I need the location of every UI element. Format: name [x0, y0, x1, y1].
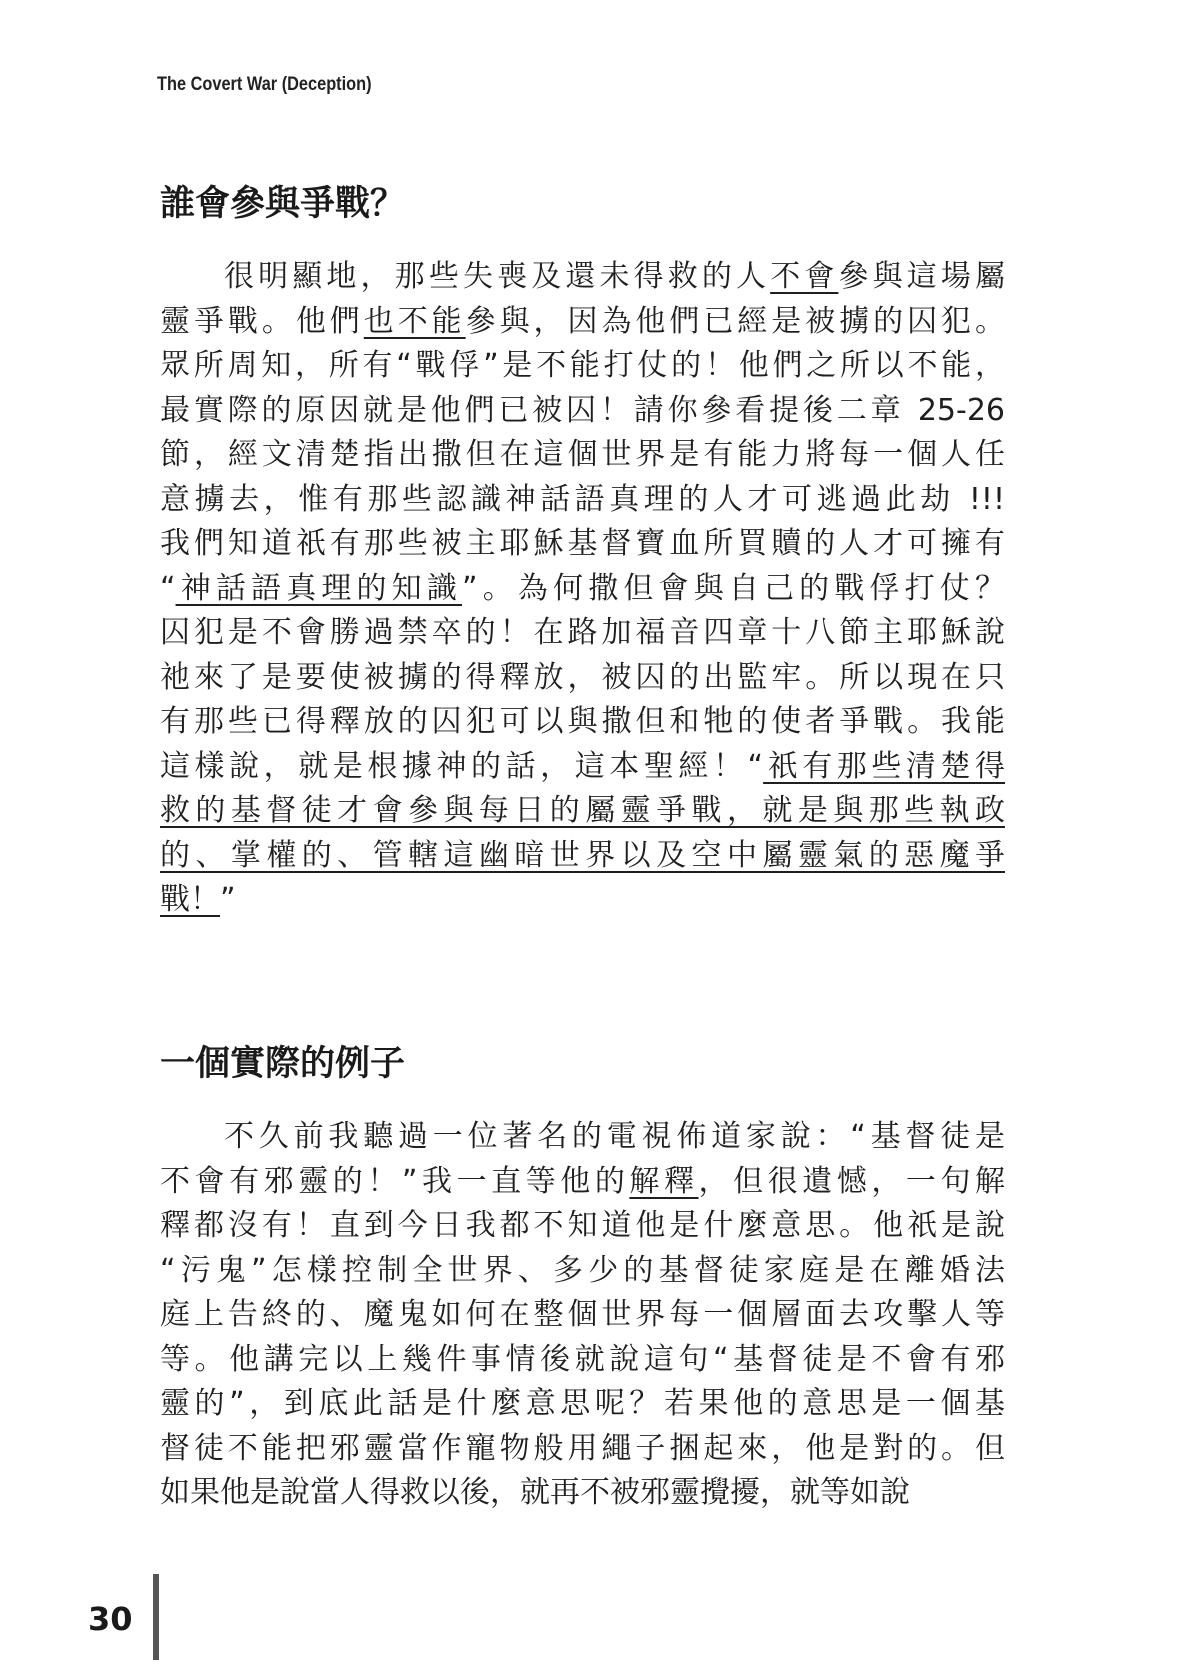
text-run: 釋都沒有！直到今日我都不知道他是什麼意思。他祇是說 — [160, 1208, 1005, 1243]
body-text-line — [160, 520, 1005, 568]
underlined-text: 也不能 — [363, 303, 466, 339]
text-run: “污鬼”怎樣控制全世界、多少的基督徒家庭是在離婚法 — [160, 1252, 1005, 1288]
body-text-line — [160, 698, 1005, 746]
body-text-line — [160, 743, 1005, 791]
underlined-text: 的、掌權的、管轄這幽暗世界以及空中屬靈氣的惡魔爭 — [160, 837, 1005, 873]
body-text-line — [160, 1113, 1005, 1161]
text-run: 最實際的原因就是他們已被囚！請你參看提後二章 25-26 — [160, 392, 1005, 428]
body-text-line — [160, 1425, 1005, 1473]
text-run: 囚犯是不會勝過禁卒的！在路加福音四章十八節主耶穌說 — [160, 615, 1005, 650]
text-run: 庭上告終的、魔鬼如何在整個世界每一個層面去攻擊人等 — [160, 1297, 1005, 1332]
text-run: ” — [220, 882, 236, 917]
section-heading: 誰會參與爭戰？ — [160, 184, 406, 224]
page-number: 30 — [88, 1600, 133, 1638]
body-text-line — [160, 654, 1005, 702]
body-text-line — [160, 1247, 1005, 1295]
body-text-line — [160, 342, 1005, 390]
text-run: 這樣說，就是根據神的話，這本聖經！“ — [160, 748, 764, 784]
text-run: 眾所周知，所有“戰俘”是不能打仗的！他們之所以不能， — [160, 348, 1005, 383]
body-text-line — [160, 609, 1005, 657]
underlined-text: 解釋 — [629, 1163, 699, 1199]
body-text-line — [160, 1202, 1005, 1250]
body-text-line — [160, 1158, 1005, 1206]
text-run: 參與這場屬 — [838, 259, 1006, 294]
body-text-line — [160, 1291, 1005, 1339]
body-text-line — [160, 298, 1005, 346]
text-run: 參與，因為他們已經是被擄的囚犯。 — [465, 303, 1005, 339]
text-run: 節，經文清楚指出撒但在這個世界是有能力將每一個人任 — [160, 437, 1005, 472]
body-text-line — [160, 1469, 1005, 1517]
running-header: The Covert War (Deception) — [157, 74, 372, 95]
body-text-line — [160, 832, 1005, 880]
text-run: 靈爭戰。他們 — [160, 303, 364, 339]
text-run: 不會有邪靈的！”我一直等他的 — [160, 1163, 630, 1199]
text-run: 督徒不能把邪靈當作寵物般用繩子捆起來，他是對的。但 — [160, 1430, 1005, 1466]
text-run: ”。為何撒但會與自己的戰俘打仗？ — [462, 570, 1005, 606]
text-run: ，但很遺憾，一句解 — [698, 1163, 1005, 1199]
body-text-line — [160, 387, 1005, 435]
text-run: 有那些已得釋放的囚犯可以與撒但和牠的使者爭戰。我能 — [160, 704, 1005, 739]
body-text-line — [160, 431, 1005, 479]
body-text-line — [160, 565, 1005, 613]
text-run: “ — [160, 570, 176, 606]
text-run: 我們知道祇有那些被主耶穌基督寶血所買贖的人才可擁有 — [160, 526, 1005, 561]
underlined-text: 不會 — [770, 259, 839, 294]
text-run: 如果他是說當人得救以後，就再不被邪靈攪擾，就等如說 — [160, 1475, 910, 1510]
text-run: 很明顯地，那些失喪及還未得救的人 — [224, 259, 771, 294]
body-text-line — [160, 476, 1005, 524]
text-run: 意擄去，惟有那些認識神話語真理的人才可逃過此劫 !!! — [160, 481, 1005, 517]
underlined-text: 祇有那些清楚得 — [763, 748, 1006, 784]
body-text-line — [160, 876, 1005, 924]
body-text-line — [160, 787, 1005, 835]
underlined-text: 救的基督徒才會參與每日的屬靈爭戰，就是與那些執政 — [160, 793, 1005, 828]
text-run: 等。他講完以上幾件事情後就說這句“基督徒是不會有邪 — [160, 1341, 1005, 1377]
text-run: 靈的”，到底此話是什麼意思呢？若果他的意思是一個基 — [160, 1386, 1005, 1421]
underlined-text: 戰！ — [160, 882, 220, 917]
body-text-line — [160, 253, 1005, 301]
underlined-text: 神話語真理的知識 — [175, 570, 463, 606]
body-text-line — [160, 1336, 1005, 1384]
body-text-line — [160, 1380, 1005, 1428]
page-number-rule — [153, 1574, 159, 1660]
text-run: 不久前我聽過一位著名的電視佈道家說：“基督徒是 — [224, 1119, 1005, 1154]
section-heading: 一個實際的例子 — [160, 1044, 406, 1084]
text-run: 祂來了是要使被擄的得釋放，被囚的出監牢。所以現在只 — [160, 659, 1005, 695]
